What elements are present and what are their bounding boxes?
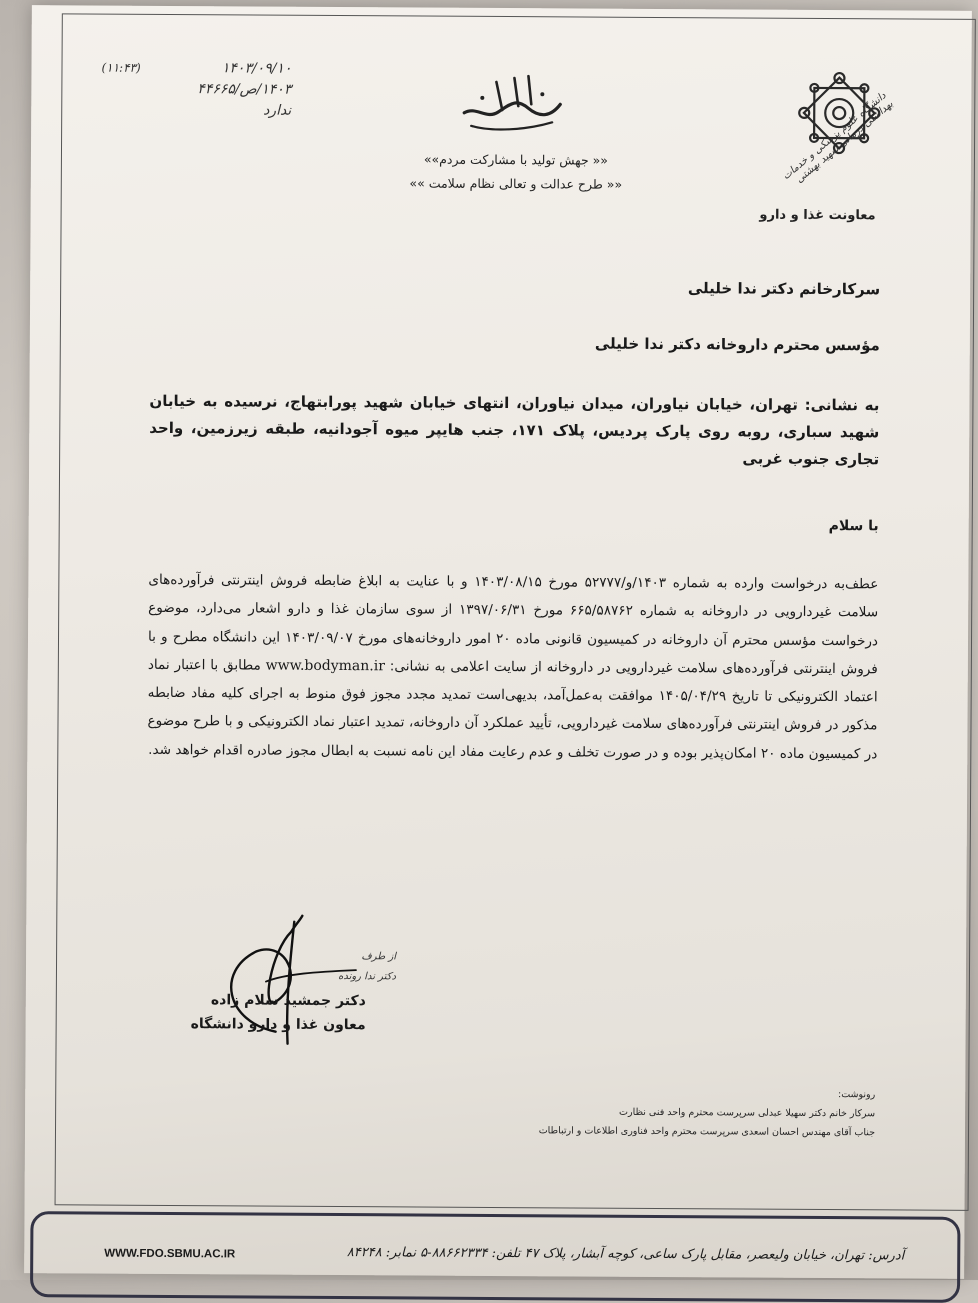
slogan-production: «« جهش تولید با مشارکت مردم»» [423,151,609,168]
footer-address: آدرس: تهران، خیابان ولیعصر، مقابل پارک ساعی، کوچه آبشار، پلاک ۴۷ تلفن: ۸۸۶۶۲۳۳۴-۵ نمابر: ۸۴۲۴۸ [346,1245,905,1264]
bismillah-calligraphy [456,68,566,139]
signatory-title: معاون غذا و دارو دانشگاه [190,1016,366,1034]
website-url: www.bodyman.ir [265,657,385,675]
letter-paper [24,5,972,1279]
paragraph-part2: مطابق با اعتبار نماد اعتماد الکترونیکی تا تاریخ ۱۴۰۵/۰۴/۲۹ موافقت به‌عمل‌آمد، بدیهی‌است تمدید مجدد مجوز فوق منوط به اجرای کلیه مفاد ضابطه مذکور در فروش اینترنتی فرآورده‌های سلامت غیردارویی، تأیید عملکرد آن داروخانه، تمدید اعتبار نماد الکترونیکی و با طرح موضوع در کمیسیون ماده ۲۰ امکان‌پذیر بوده و در صورت تخلف و عدم رعایت مفاد این نامه نسبت به ابطال مجوز صادره اقدام خواهد شد. [147,656,878,763]
university-name: دانشگاه علوم پزشکی و خدمات بهداشتی درمانی شهید بهشتی [780,90,896,186]
on-behalf-label: از طرف [361,951,397,963]
greeting: با سلام [828,518,879,535]
footer-website: WWW.FDO.SBMU.AC.IR [104,1247,236,1261]
letter-time: (۱۱:۴۳) [101,60,141,75]
recipient-title: مؤسس محترم داروخانه دکتر ندا خلیلی [594,334,880,355]
letter-date: ۱۴۰۳/۰۹/۱۰ [221,60,292,77]
paragraph-part1: عطف‌به درخواست وارده به شماره ۱۴۰۳/و/۵۲۷۷۷ مورخ ۱۴۰۳/۰۸/۱۵ و با عنایت به ابلاغ ضابطه فروش اینترنتی فرآورده‌های سلامت غیردارویی در داروخانه به شماره ۶۶۵/۵۸۷۶۲ مورخ ۱۳۹۷/۰۶/۳۱ از سوی سازمان غذا و دارو اشعار می‌دارد، موضوع درخواست مؤسس محترم آن داروخانه در کمیسیون قانونی ماده ۲۰ امور داروخانه‌های مورخ ۱۴۰۳/۰۹/۰۷ این دانشگاه مطرح و با فروش اینترنتی فرآورده‌های سلامت غیردارویی در داروخانه از سایت اعلامی به نشانی: [147,571,879,678]
copies-heading: رونوشت: [837,1089,876,1101]
on-behalf-name: دکتر ندا رونده [338,971,396,983]
copy-recipient: سرکار خانم دکتر سهیلا عبدلی سرپرست محترم واحد فنی نظارت [619,1106,876,1120]
signatory-name: دکتر جمشید سلام زاده [210,992,366,1010]
letter-paragraph [147,566,878,769]
copy-recipient: جناب آقای مهندس احسان اسعدی سرپرست محترم واحد فناوری اطلاعات و ارتباطات [538,1125,876,1139]
letter-meta [101,58,291,122]
recipient-address: به نشانی: تهران، خیابان نیاوران، میدان نیاوران، انتهای خیابان شهید پورابتهاج، نرسیده به خیابان شهید سباری، روبه روی پارک پردیس، پلاک ۱۷۱، جنب هایپر میوه آجودانیه، طبقه زیرزمین، واحد تجاری جنوب غربی [149,391,880,469]
slogan-health: «« طرح عدالت و تعالی نظام سلامت »» [409,175,623,192]
letter-number: ۱۴۰۳/ص/۴۴۶۶۵ [197,81,292,98]
copies-list [495,1083,875,1142]
signature-note [306,947,396,988]
signatory [156,988,366,1037]
letter-attachment: ندارد [263,102,292,119]
deputy-title: معاونت غذا و دارو [759,207,876,224]
recipient-name: سرکارخانم دکتر ندا خلیلی [687,279,881,299]
slogans [391,147,641,197]
